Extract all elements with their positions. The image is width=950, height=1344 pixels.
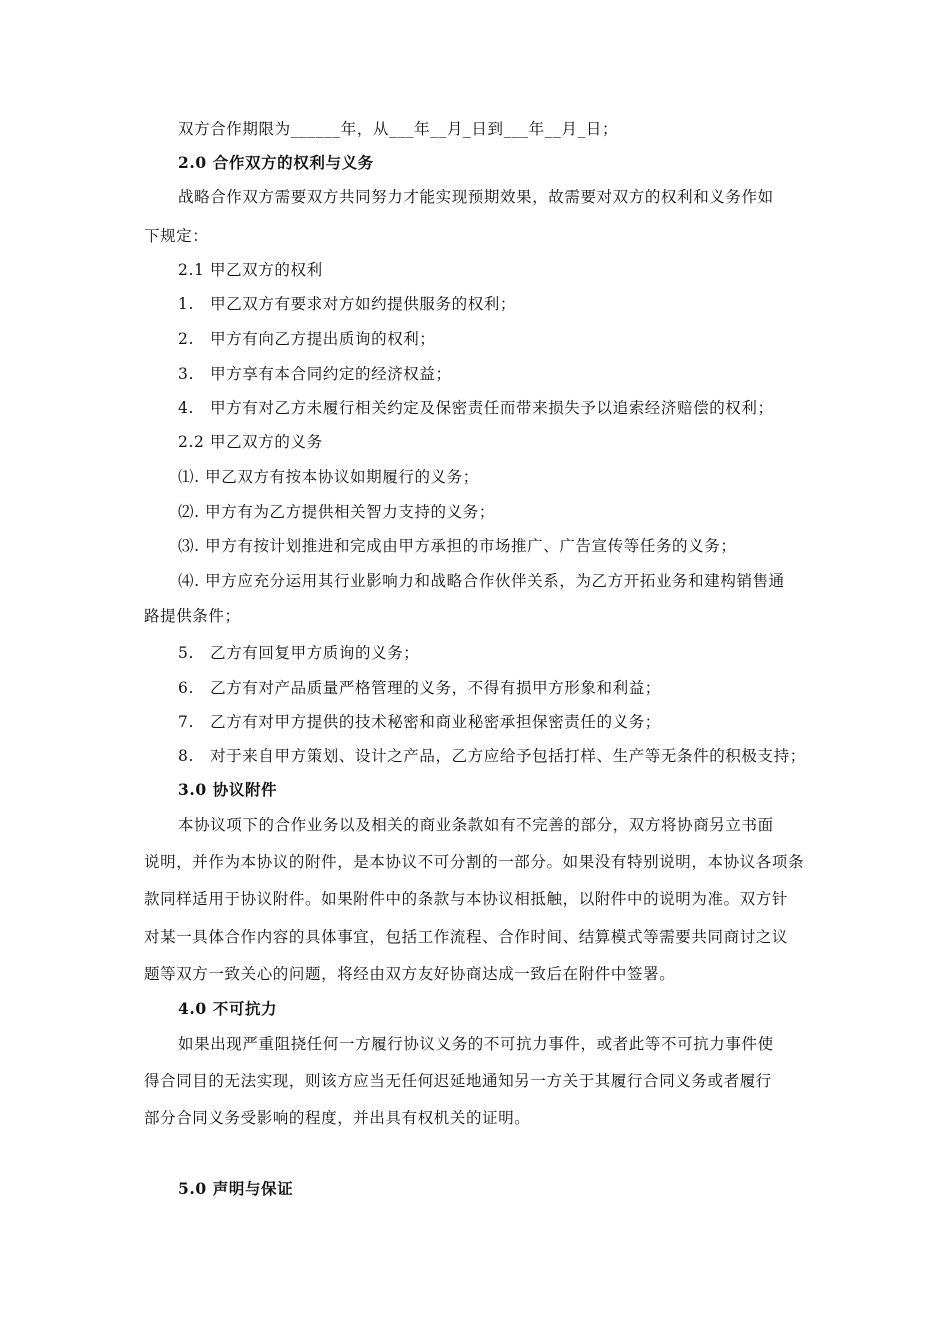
- section-3-line: 说明，并作为本协议的附件，是本协议不可分割的一部分。如果没有特别说明，本协议各项条: [144, 853, 805, 871]
- section-3-line: 本协议项下的合作业务以及相关的商业条款如有不完善的部分，双方将协商另立书面: [178, 816, 774, 834]
- duties-item: ⑴. 甲乙双方有按本协议如期履行的义务；: [178, 468, 479, 486]
- duties-heading: 2.2 甲乙双方的义务: [178, 433, 323, 451]
- duties-item: ⑷. 甲方应充分运用其行业影响力和战略合作伙伴关系，为乙方开拓业务和建构销售通: [178, 572, 785, 590]
- section-5-heading: 5.0 声明与保证: [178, 1179, 294, 1198]
- section-4-line: 如果出现严重阻挠任何一方履行协议义务的不可抗力事件，或者此等不可抗力事件使: [178, 1035, 774, 1053]
- section-3-line: 题等双方一致关心的问题，将经由双方友好协商达成一致后在附件中签署。: [144, 965, 676, 983]
- section-2-intro: 战略合作双方需要双方共同努力才能实现预期效果，故需要对双方的权利和义务作如: [178, 188, 774, 206]
- section-4-heading: 4.0 不可抗力: [178, 999, 278, 1018]
- duties-item: 6. 乙方有对产品质量严格管理的义务，不得有损甲方形象和利益；: [178, 679, 661, 697]
- rights-item: 4. 甲方有对乙方未履行相关约定及保密责任而带来损失予以追索经济赔偿的权利；: [178, 399, 774, 417]
- rights-item: 2. 甲方有向乙方提出质询的权利；: [178, 330, 436, 348]
- duties-item-cont: 路提供条件；: [144, 607, 241, 625]
- rights-heading: 2.1 甲乙双方的权利: [178, 261, 323, 279]
- rights-item: 1. 甲乙双方有要求对方如约提供服务的权利；: [178, 295, 516, 313]
- duties-item: ⑵. 甲方有为乙方提供相关智力支持的义务；: [178, 503, 495, 521]
- section-3-heading: 3.0 协议附件: [178, 780, 278, 799]
- section-4-line: 得合同目的无法实现，则该方应当无任何迟延地通知另一方关于其履行合同义务或者履行: [144, 1072, 772, 1090]
- duties-item: 8. 对于来自甲方策划、设计之产品，乙方应给予包括打样、生产等无条件的积极支持；: [178, 747, 806, 765]
- duties-item: 5. 乙方有回复甲方质询的义务；: [178, 644, 420, 662]
- duties-item: ⑶. 甲方有按计划推进和完成由甲方承担的市场推广、广告宣传等任务的义务；: [178, 537, 737, 555]
- section-2-intro-cont: 下规定：: [144, 227, 209, 245]
- rights-item: 3. 甲方享有本合同约定的经济权益；: [178, 365, 452, 383]
- duties-item: 7. 乙方有对甲方提供的技术秘密和商业秘密承担保密责任的义务；: [178, 713, 661, 731]
- term-line: 双方合作期限为______年，从___年__月_日到___年__月_日；: [178, 120, 619, 138]
- section-3-line: 对某一具体合作内容的具体事宜，包括工作流程、合作时间、结算模式等需要共同商讨之议: [144, 928, 789, 946]
- section-3-line: 款同样适用于协议附件。如果附件中的条款与本协议相抵触，以附件中的说明为准。双方针: [144, 890, 789, 908]
- section-2-heading: 2.0 合作双方的权利与义务: [178, 153, 374, 172]
- section-4-line: 部分合同义务受影响的程度，并出具有权机关的证明。: [144, 1109, 531, 1127]
